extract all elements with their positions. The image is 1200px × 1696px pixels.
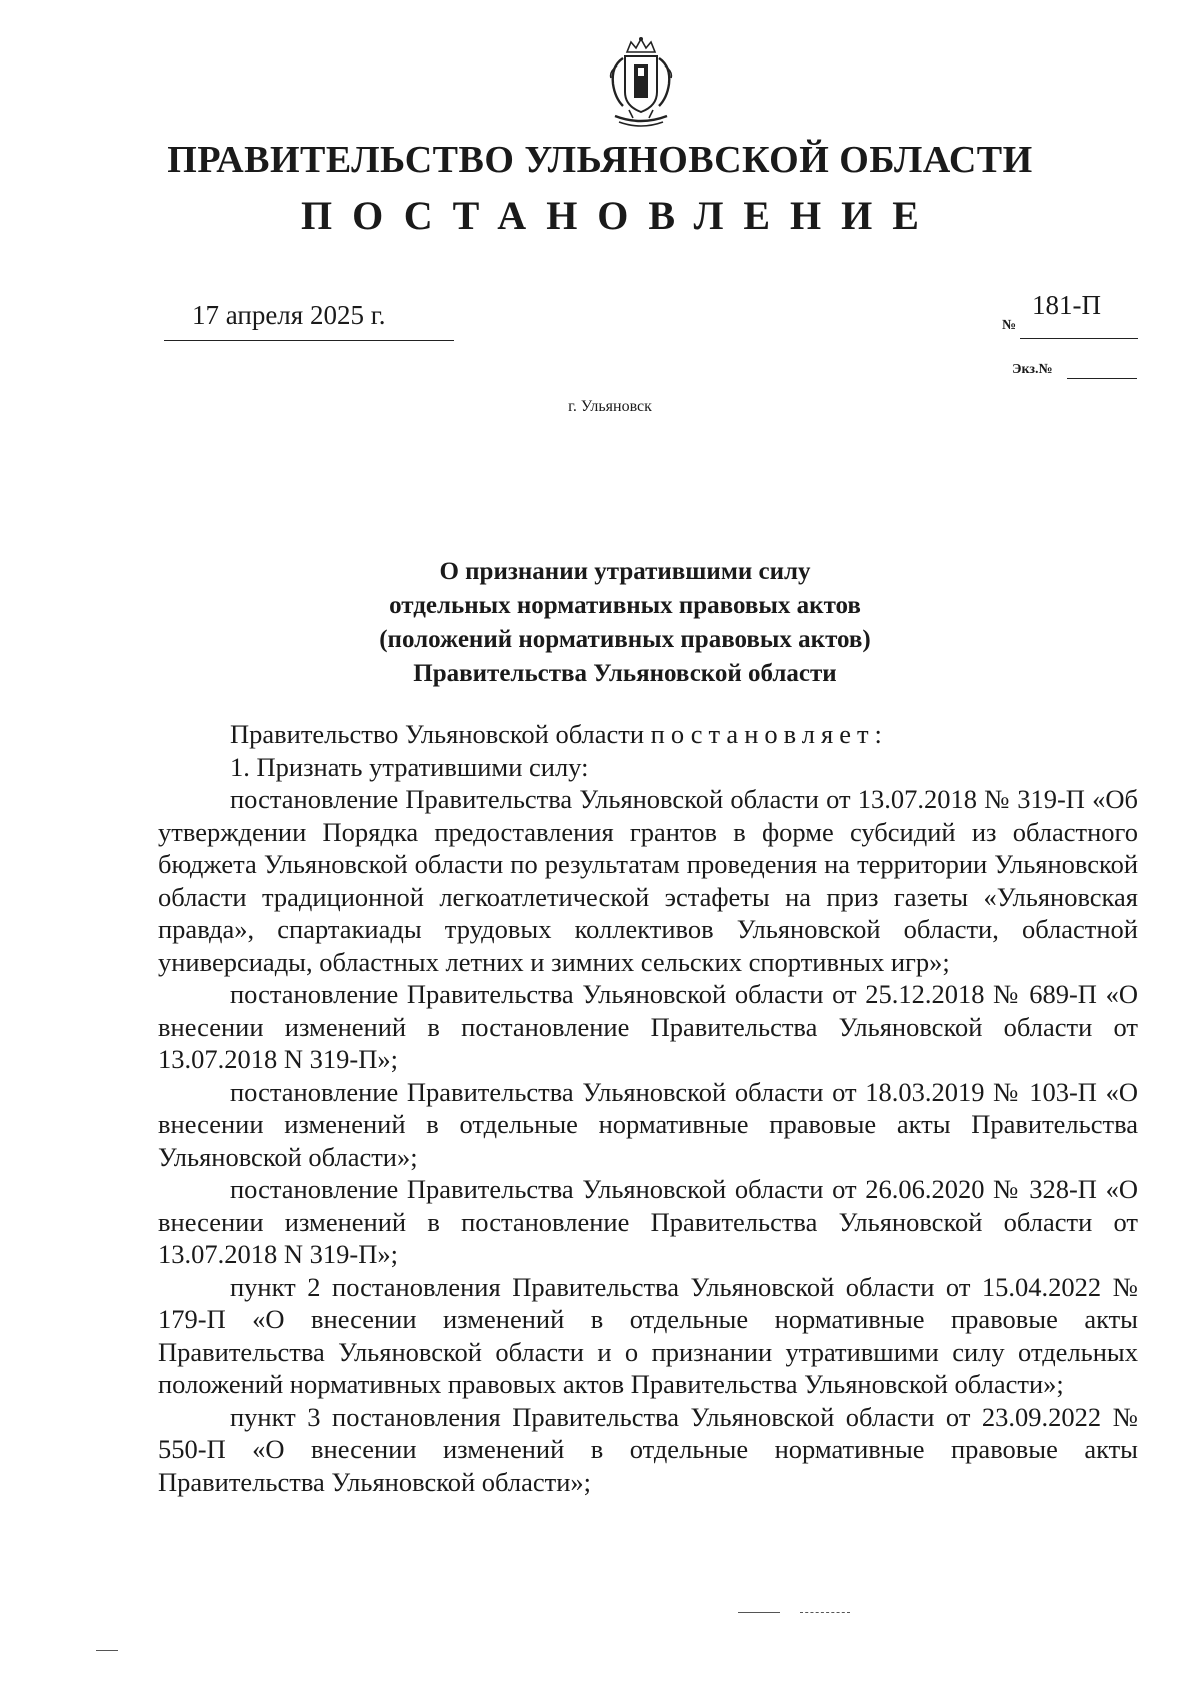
document-date: 17 апреля 2025 г. bbox=[192, 300, 386, 330]
organization-title: ПРАВИТЕЛЬСТВО УЛЬЯНОВСКОЙ ОБЛАСТИ bbox=[167, 139, 1033, 181]
scan-artifact-dash bbox=[738, 1612, 780, 1613]
document-subject bbox=[0, 555, 1200, 691]
preamble-end: : bbox=[874, 719, 882, 749]
document-number: 181-П bbox=[1032, 290, 1101, 320]
number-sign: № bbox=[1002, 318, 1017, 333]
repealed-act-paragraph: постановление Правительства Ульяновской области от 26.06.2020 № 328-П «О внесении изменений в постановление Правительства Ульяновской области от 13.07.2018 N 319-П»; bbox=[158, 1174, 1138, 1269]
copy-number-label: Экз.№ bbox=[1012, 362, 1053, 377]
repealed-act-paragraph: пункт 3 постановления Правительства Ульяновской области от 23.09.2022 № 550-П «О внесении изменений в отдельные нормативные правовые акты Правительства Ульяновской области»; bbox=[158, 1401, 1138, 1497]
repealed-act-paragraph: пункт 2 постановления Правительства Ульяновской области от 15.04.2022 № 179-П «О внесении изменений в отдельные нормативные правовые акты Правительства Ульяновской области и о признании утратившими силу отдельных положений нормативных правовых актов Правительства Ульяновской области»; bbox=[158, 1271, 1138, 1399]
scan-artifact-dash bbox=[96, 1650, 118, 1651]
document-body bbox=[158, 718, 1138, 1498]
preamble-keyword: постановляет bbox=[650, 719, 875, 749]
copy-number-underline bbox=[1067, 378, 1137, 379]
item-1-paragraph: 1. Признать утратившими силу: bbox=[230, 751, 589, 782]
subject-line: О признании утратившими силу bbox=[439, 558, 811, 585]
preamble-start: Правительство Ульяновской области bbox=[230, 719, 645, 749]
scan-artifact-dash bbox=[800, 1612, 850, 1613]
repealed-act-paragraph: постановление Правительства Ульяновской области от 25.12.2018 № 689-П «О внесении изменений в постановление Правительства Ульяновской области от 13.07.2018 N 319-П»; bbox=[158, 979, 1138, 1074]
city-label: г. Ульяновск bbox=[568, 398, 652, 415]
number-underline bbox=[1020, 338, 1138, 339]
copy-number-field bbox=[1012, 360, 1138, 384]
subject-line: Правительства Ульяновской области bbox=[413, 660, 837, 687]
subject-line: отдельных нормативных правовых актов bbox=[389, 592, 861, 619]
preamble-paragraph bbox=[158, 718, 1138, 751]
document-type-title: ПОСТАНОВЛЕНИЕ bbox=[301, 193, 939, 238]
coat-of-arms-emblem bbox=[603, 36, 679, 132]
repealed-act-paragraph: постановление Правительства Ульяновской области от 18.03.2019 № 103-П «О внесении изменений в отдельные нормативные правовые акты Правительства Ульяновской области»; bbox=[158, 1076, 1138, 1172]
repealed-act-paragraph: постановление Правительства Ульяновской области от 13.07.2018 № 319-П «Об утверждении Порядка предоставления грантов в форме субсидий из областного бюджета Ульяновской области по результатам проведения на территории Ульяновской области традиционной легкоатлетической эстафеты на приз газеты «Ульяновская правда», спартакиады трудовых коллективов Ульяновской области, областной универсиады, областных летних и зимних сельских спортивных игр»; bbox=[158, 784, 1138, 977]
date-field bbox=[164, 300, 454, 341]
number-field bbox=[1002, 290, 1138, 346]
subject-line: (положений нормативных правовых актов) bbox=[379, 626, 871, 653]
